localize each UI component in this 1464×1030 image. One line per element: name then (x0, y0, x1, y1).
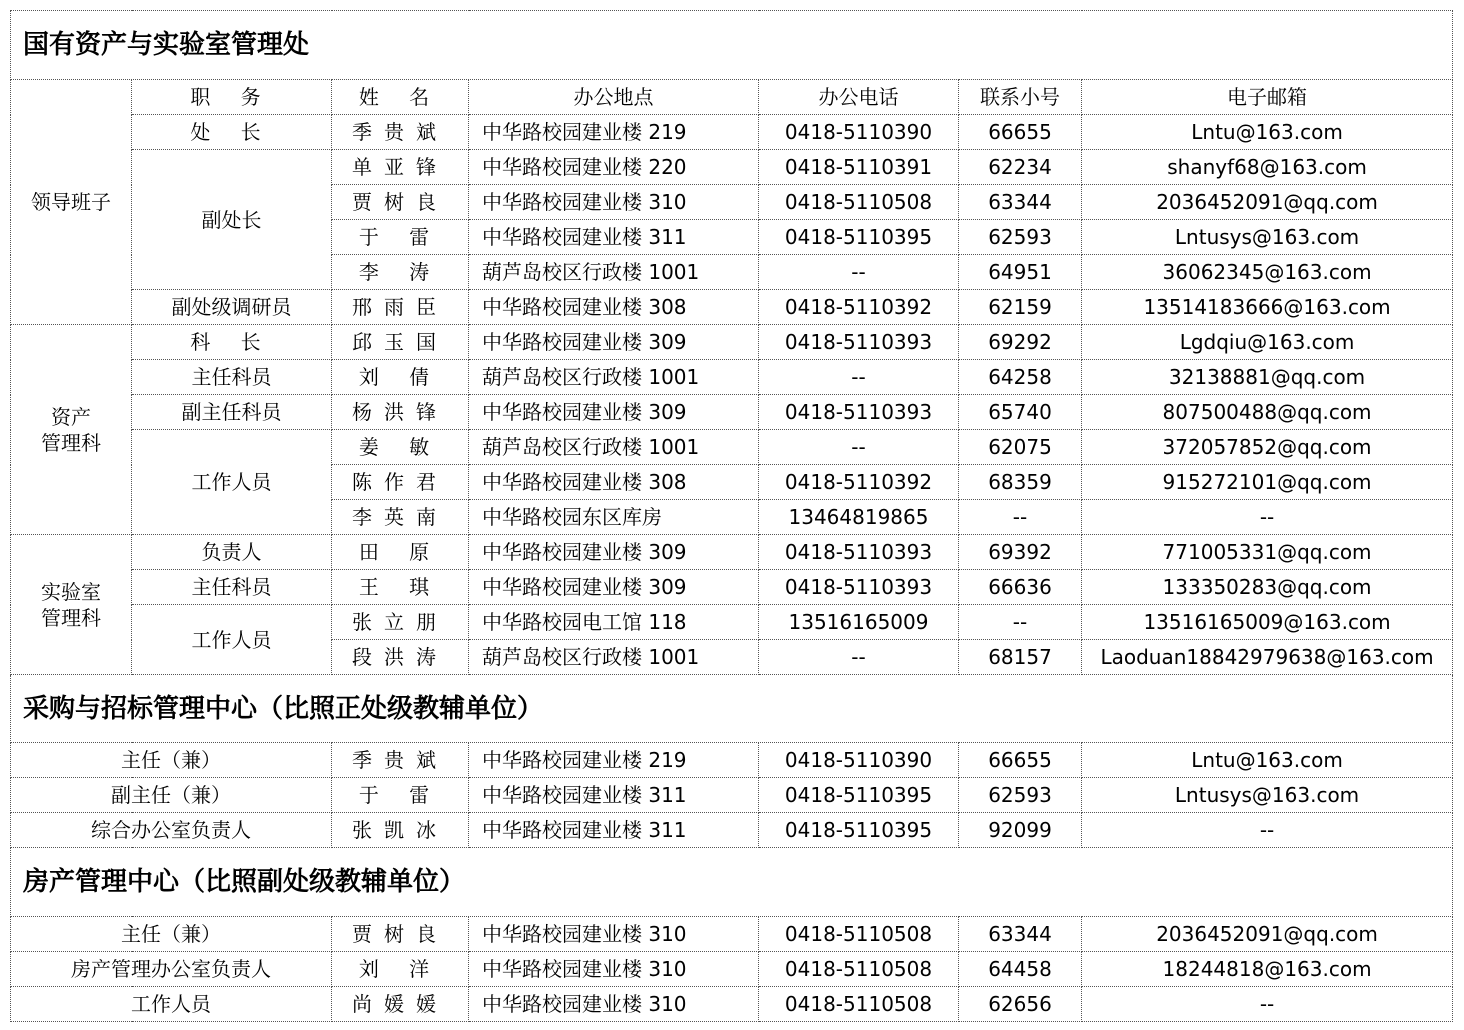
location-cell: 中华路校园建业楼 310 (469, 185, 759, 220)
ext-cell: 62593 (959, 778, 1082, 813)
section-header-asset-lab-office (11, 11, 1453, 80)
name-cell: 杨洪锋 (332, 395, 469, 430)
position-cell: 主任（兼） (11, 743, 332, 778)
name-cell: 陈作君 (332, 465, 469, 500)
phone-cell: 0418-5110393 (759, 395, 959, 430)
group-label-line: 资产 (51, 404, 91, 429)
table-row (11, 570, 1453, 605)
position-cell: 工作人员 (11, 987, 332, 1022)
position-cell: 房产管理办公室负责人 (11, 952, 332, 987)
ext-cell: 62159 (959, 290, 1082, 325)
name-cell: 李英南 (332, 500, 469, 535)
phone-cell: -- (759, 640, 959, 675)
table-row (11, 430, 1453, 465)
phone-cell: 0418-5110395 (759, 813, 959, 848)
phone-cell: 0418-5110391 (759, 150, 959, 185)
email-cell: 36062345@163.com (1082, 255, 1453, 290)
phone-cell: 0418-5110508 (759, 987, 959, 1022)
position-cell: 副处级调研员 (132, 290, 332, 325)
group-label-line: 实验室 (41, 579, 101, 604)
name-cell: 段洪涛 (332, 640, 469, 675)
location-cell: 中华路校园建业楼 308 (469, 465, 759, 500)
ext-cell: 66655 (959, 743, 1082, 778)
position-cell: 综合办公室负责人 (11, 813, 332, 848)
table-row (11, 917, 1453, 952)
email-cell: -- (1082, 813, 1453, 848)
email-cell: 372057852@qq.com (1082, 430, 1453, 465)
email-cell: 915272101@qq.com (1082, 465, 1453, 500)
phone-cell: 13516165009 (759, 605, 959, 640)
email-cell: Lgdqiu@163.com (1082, 325, 1453, 360)
column-header-phone: 办公电话 (759, 80, 959, 115)
ext-cell: 68157 (959, 640, 1082, 675)
section-header-housing (11, 848, 1453, 917)
column-header-ext: 联系小号 (959, 80, 1082, 115)
phone-cell: 0418-5110508 (759, 952, 959, 987)
location-cell: 中华路校园建业楼 219 (469, 115, 759, 150)
ext-cell: 62593 (959, 220, 1082, 255)
section-title: 国有资产与实验室管理处 (11, 11, 1453, 80)
location-cell: 葫芦岛校区行政楼 1001 (469, 430, 759, 465)
name-cell: 张凯冰 (332, 813, 469, 848)
ext-cell: 63344 (959, 185, 1082, 220)
name-cell: 单亚锋 (332, 150, 469, 185)
email-cell: Lntusys@163.com (1082, 778, 1453, 813)
name-cell: 刘 洋 (332, 952, 469, 987)
table-row (11, 115, 1453, 150)
location-cell: 葫芦岛校区行政楼 1001 (469, 255, 759, 290)
name-cell: 贾树良 (332, 185, 469, 220)
column-header-name: 姓 名 (332, 80, 469, 115)
name-cell: 邢雨臣 (332, 290, 469, 325)
ext-cell: 64951 (959, 255, 1082, 290)
position-cell: 工作人员 (132, 430, 332, 535)
email-cell: Lntu@163.com (1082, 743, 1453, 778)
column-header-position: 职 务 (132, 80, 332, 115)
location-cell: 中华路校园建业楼 309 (469, 325, 759, 360)
phone-cell: 0418-5110393 (759, 325, 959, 360)
location-cell: 中华路校园建业楼 310 (469, 952, 759, 987)
table-row (11, 605, 1453, 640)
position-cell: 主任科员 (132, 570, 332, 605)
email-cell: 2036452091@qq.com (1082, 917, 1453, 952)
location-cell: 中华路校园建业楼 311 (469, 220, 759, 255)
position-cell: 工作人员 (132, 605, 332, 675)
ext-cell: 68359 (959, 465, 1082, 500)
contact-directory-table (10, 10, 1453, 1022)
table-row (11, 395, 1453, 430)
position-cell: 主任科员 (132, 360, 332, 395)
ext-cell: 69392 (959, 535, 1082, 570)
email-cell: 133350283@qq.com (1082, 570, 1453, 605)
table-row (11, 743, 1453, 778)
position-cell: 主任（兼） (11, 917, 332, 952)
location-cell: 中华路校园东区库房 (469, 500, 759, 535)
name-cell: 刘 倩 (332, 360, 469, 395)
name-cell: 王 琪 (332, 570, 469, 605)
phone-cell: 0418-5110508 (759, 917, 959, 952)
ext-cell: -- (959, 500, 1082, 535)
phone-cell: 0418-5110393 (759, 535, 959, 570)
email-cell: 32138881@qq.com (1082, 360, 1453, 395)
ext-cell: 66636 (959, 570, 1082, 605)
phone-cell: 0418-5110392 (759, 290, 959, 325)
table-row (11, 778, 1453, 813)
location-cell: 葫芦岛校区行政楼 1001 (469, 360, 759, 395)
phone-cell: 0418-5110390 (759, 743, 959, 778)
email-cell: 13514183666@163.com (1082, 290, 1453, 325)
name-cell: 于 雷 (332, 778, 469, 813)
table-row (11, 360, 1453, 395)
contact-directory-sheet (10, 10, 1453, 1022)
name-cell: 季贵斌 (332, 743, 469, 778)
name-cell: 姜 敏 (332, 430, 469, 465)
email-cell: Lntusys@163.com (1082, 220, 1453, 255)
group-label-asset (11, 325, 132, 535)
group-label-line: 管理科 (41, 430, 101, 455)
table-row (11, 150, 1453, 185)
email-cell: -- (1082, 500, 1453, 535)
email-cell: -- (1082, 987, 1453, 1022)
ext-cell: 66655 (959, 115, 1082, 150)
ext-cell: 62075 (959, 430, 1082, 465)
name-cell: 于 雷 (332, 220, 469, 255)
table-row (11, 325, 1453, 360)
phone-cell: 13464819865 (759, 500, 959, 535)
email-cell: Lntu@163.com (1082, 115, 1453, 150)
table-row (11, 813, 1453, 848)
email-cell: shanyf68@163.com (1082, 150, 1453, 185)
group-label-lab (11, 535, 132, 675)
position-cell: 副处长 (132, 150, 332, 290)
ext-cell: 64458 (959, 952, 1082, 987)
phone-cell: 0418-5110508 (759, 185, 959, 220)
position-cell: 负责人 (132, 535, 332, 570)
section-title: 采购与招标管理中心（比照正处级教辅单位） (11, 675, 1453, 743)
group-label-line: 管理科 (41, 605, 101, 630)
location-cell: 中华路校园建业楼 309 (469, 570, 759, 605)
email-cell: 13516165009@163.com (1082, 605, 1453, 640)
location-cell: 中华路校园建业楼 309 (469, 535, 759, 570)
name-cell: 李 涛 (332, 255, 469, 290)
ext-cell: 64258 (959, 360, 1082, 395)
name-cell: 田 原 (332, 535, 469, 570)
location-cell: 中华路校园电工馆 118 (469, 605, 759, 640)
location-cell: 中华路校园建业楼 309 (469, 395, 759, 430)
email-cell: 18244818@163.com (1082, 952, 1453, 987)
name-cell: 张立朋 (332, 605, 469, 640)
name-cell: 尚媛媛 (332, 987, 469, 1022)
phone-cell: 0418-5110392 (759, 465, 959, 500)
phone-cell: -- (759, 255, 959, 290)
ext-cell: 65740 (959, 395, 1082, 430)
location-cell: 中华路校园建业楼 219 (469, 743, 759, 778)
email-cell: 771005331@qq.com (1082, 535, 1453, 570)
location-cell: 中华路校园建业楼 310 (469, 987, 759, 1022)
column-header-row (11, 80, 1453, 115)
position-cell: 副主任（兼） (11, 778, 332, 813)
phone-cell: 0418-5110393 (759, 570, 959, 605)
location-cell: 中华路校园建业楼 311 (469, 778, 759, 813)
name-cell: 邱玉国 (332, 325, 469, 360)
email-cell: 807500488@qq.com (1082, 395, 1453, 430)
phone-cell: -- (759, 430, 959, 465)
location-cell: 中华路校园建业楼 311 (469, 813, 759, 848)
table-row (11, 952, 1453, 987)
table-row (11, 987, 1453, 1022)
column-header-email: 电子邮箱 (1082, 80, 1453, 115)
location-cell: 中华路校园建业楼 310 (469, 917, 759, 952)
position-cell: 处 长 (132, 115, 332, 150)
ext-cell: 92099 (959, 813, 1082, 848)
email-cell: Laoduan18842979638@163.com (1082, 640, 1453, 675)
location-cell: 中华路校园建业楼 220 (469, 150, 759, 185)
section-header-procurement (11, 675, 1453, 743)
ext-cell: 63344 (959, 917, 1082, 952)
table-row (11, 290, 1453, 325)
phone-cell: 0418-5110395 (759, 778, 959, 813)
column-header-location: 办公地点 (469, 80, 759, 115)
ext-cell: -- (959, 605, 1082, 640)
group-label-leaders: 领导班子 (11, 80, 132, 325)
name-cell: 季贵斌 (332, 115, 469, 150)
ext-cell: 62656 (959, 987, 1082, 1022)
position-cell: 科 长 (132, 325, 332, 360)
email-cell: 2036452091@qq.com (1082, 185, 1453, 220)
name-cell: 贾树良 (332, 917, 469, 952)
phone-cell: -- (759, 360, 959, 395)
location-cell: 葫芦岛校区行政楼 1001 (469, 640, 759, 675)
phone-cell: 0418-5110395 (759, 220, 959, 255)
section-title: 房产管理中心（比照副处级教辅单位） (11, 848, 1453, 917)
ext-cell: 69292 (959, 325, 1082, 360)
table-row (11, 535, 1453, 570)
phone-cell: 0418-5110390 (759, 115, 959, 150)
location-cell: 中华路校园建业楼 308 (469, 290, 759, 325)
position-cell: 副主任科员 (132, 395, 332, 430)
ext-cell: 62234 (959, 150, 1082, 185)
